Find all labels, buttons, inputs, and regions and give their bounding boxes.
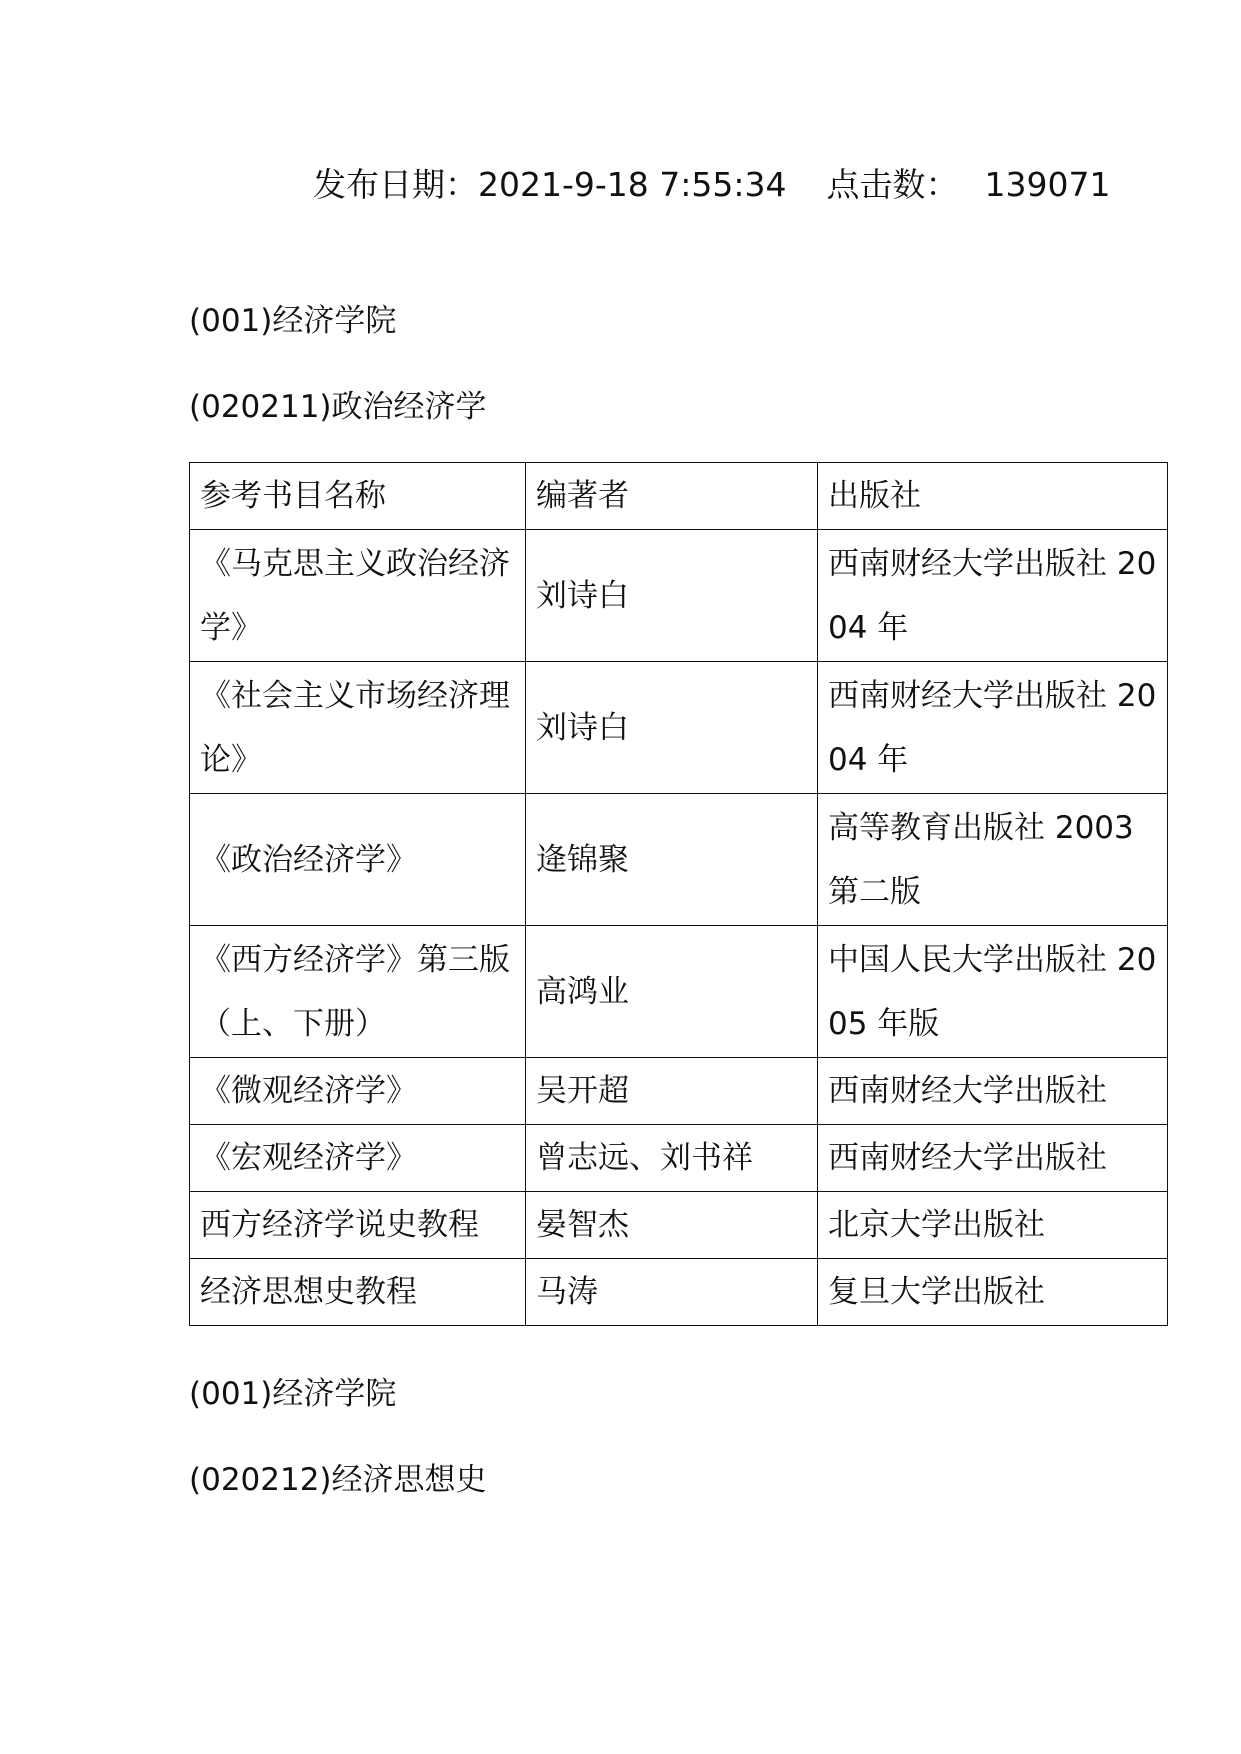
book-title: 经济思想史教程 [190,1259,526,1326]
book-publisher: 复旦大学出版社 [818,1259,1168,1326]
table-header-row [190,463,1168,530]
table-row [190,530,1168,662]
college-heading: (001)经济学院 [189,1376,397,1412]
book-author: 吴开超 [526,1058,818,1125]
book-publisher: 北京大学出版社 [818,1192,1168,1259]
table-row [190,926,1168,1058]
table-row [190,1058,1168,1125]
book-author: 逄锦聚 [526,794,818,926]
book-publisher: 中国人民大学出版社 2005 年版 [818,926,1168,1058]
book-author: 刘诗白 [526,662,818,794]
reference-books-table [189,462,1168,1326]
book-title: 《微观经济学》 [190,1058,526,1125]
book-publisher: 高等教育出版社 2003 第二版 [818,794,1168,926]
book-publisher: 西南财经大学出版社 2004 年 [818,530,1168,662]
book-author: 晏智杰 [526,1192,818,1259]
table-row [190,794,1168,926]
table-row [190,1259,1168,1326]
table-row [190,1192,1168,1259]
table-row [190,1125,1168,1192]
header-author: 编著者 [526,463,818,530]
book-title: 《宏观经济学》 [190,1125,526,1192]
major-heading: (020211)政治经济学 [189,389,487,425]
table-row [190,662,1168,794]
header-book-title: 参考书目名称 [190,463,526,530]
book-publisher: 西南财经大学出版社 [818,1058,1168,1125]
publish-info [313,160,1110,210]
publish-date-label: 发布日期： [313,165,478,204]
book-title: 《社会主义市场经济理论》 [190,662,526,794]
book-publisher: 西南财经大学出版社 2004 年 [818,662,1168,794]
book-title: 《政治经济学》 [190,794,526,926]
header-publisher: 出版社 [818,463,1168,530]
click-count-label: 点击数： [826,165,959,204]
book-author: 高鸿业 [526,926,818,1058]
publish-date-value: 2021-9-18 7:55:34 [478,165,787,204]
book-publisher: 西南财经大学出版社 [818,1125,1168,1192]
click-count-value: 139071 [984,165,1111,204]
book-title: 《马克思主义政治经济学》 [190,530,526,662]
major-heading: (020212)经济思想史 [189,1462,487,1498]
book-title: 西方经济学说史教程 [190,1192,526,1259]
college-heading: (001)经济学院 [189,303,397,339]
book-title: 《西方经济学》第三版（上、下册） [190,926,526,1058]
book-author: 刘诗白 [526,530,818,662]
book-author: 曾志远、刘书祥 [526,1125,818,1192]
book-author: 马涛 [526,1259,818,1326]
